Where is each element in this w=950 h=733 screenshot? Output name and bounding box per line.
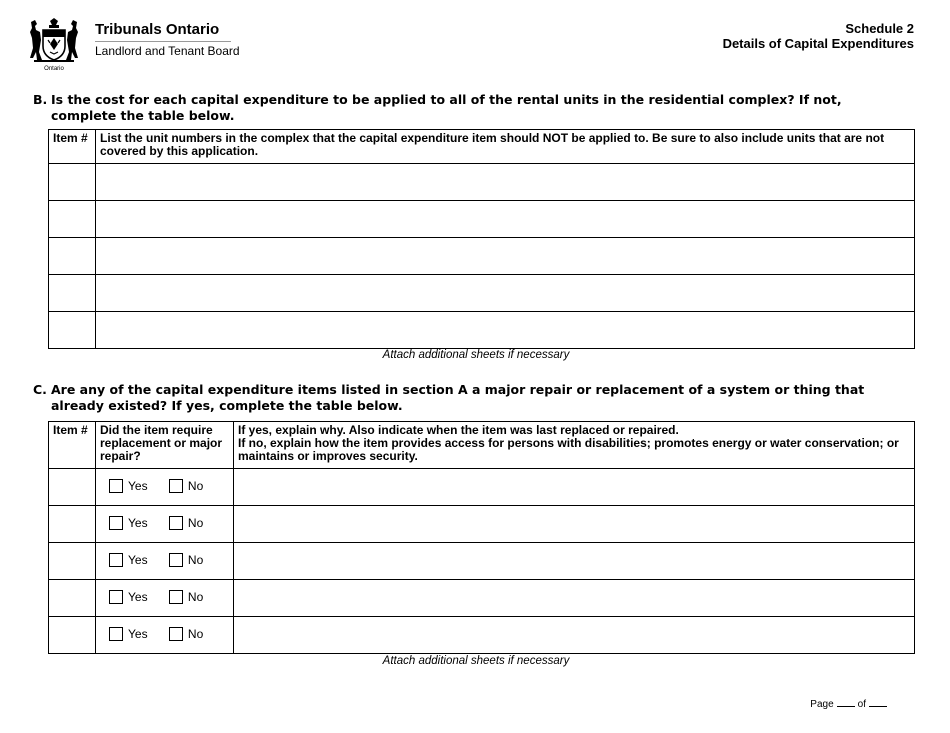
yes-checkbox[interactable] xyxy=(109,627,123,641)
yes-no-choice xyxy=(96,580,234,617)
schedule-number: Schedule 2 xyxy=(845,21,914,36)
page-number xyxy=(810,699,890,710)
section-b-item-cell[interactable] xyxy=(49,201,96,238)
section-c-explain-cell[interactable] xyxy=(234,617,915,654)
no-label: No xyxy=(187,478,204,493)
section-b-item-cell[interactable] xyxy=(49,238,96,275)
section-c-table xyxy=(48,421,915,654)
table-row xyxy=(49,164,915,201)
svg-text:Ontario: Ontario xyxy=(44,66,64,72)
yes-checkbox[interactable] xyxy=(109,590,123,604)
section-b-units-cell[interactable] xyxy=(96,312,915,349)
table-row xyxy=(49,469,915,506)
no-label: No xyxy=(187,589,204,604)
section-b-item-header: Item # xyxy=(49,130,96,164)
no-label: No xyxy=(187,552,204,567)
no-checkbox[interactable] xyxy=(169,479,183,493)
section-b-item-cell[interactable] xyxy=(49,164,96,201)
section-c-explain-yes: If yes, explain why. Also indicate when the item was last replaced or repaired. xyxy=(238,423,679,437)
section-c-item-header: Item # xyxy=(49,422,96,469)
section-c-explain-no: If no, explain how the item provides access for persons with disabilities; promotes energy or water conservation; or maintains or improves security. xyxy=(238,436,899,463)
no-label: No xyxy=(187,626,204,641)
table-row xyxy=(49,617,915,654)
org-name-divider xyxy=(95,41,231,42)
section-c-item-cell[interactable] xyxy=(49,506,96,543)
section-c-item-cell[interactable] xyxy=(49,580,96,617)
of-label: of xyxy=(857,699,866,710)
yes-label: Yes xyxy=(128,515,148,530)
section-c-question xyxy=(33,382,903,414)
yes-label: Yes xyxy=(128,552,148,567)
section-c-attach-note: Attach additional sheets if necessary xyxy=(382,655,570,667)
yes-checkbox[interactable] xyxy=(109,479,123,493)
table-row xyxy=(49,580,915,617)
schedule-title: Details of Capital Expenditures xyxy=(722,36,914,51)
section-c-item-cell[interactable] xyxy=(49,617,96,654)
schedule-heading xyxy=(723,21,914,51)
table-row xyxy=(49,201,915,238)
org-name: Tribunals Ontario xyxy=(95,21,220,38)
table-row xyxy=(49,543,915,580)
yes-label: Yes xyxy=(128,478,148,493)
section-b-units-header: List the unit numbers in the complex that the capital expenditure item should NOT be applied to. Be sure to also include units that are not covered by this application. xyxy=(96,130,915,164)
section-c-explain-cell[interactable] xyxy=(234,543,915,580)
yes-label: Yes xyxy=(128,589,148,604)
no-label: No xyxy=(187,515,204,530)
section-b-table xyxy=(48,129,915,349)
section-b-units-cell[interactable] xyxy=(96,164,915,201)
page-total-blank[interactable] xyxy=(869,706,887,707)
section-c-explain-header xyxy=(234,422,915,469)
section-b-units-cell[interactable] xyxy=(96,238,915,275)
yes-checkbox[interactable] xyxy=(109,516,123,530)
table-row xyxy=(49,238,915,275)
section-b-units-cell[interactable] xyxy=(96,201,915,238)
table-row xyxy=(49,275,915,312)
no-checkbox[interactable] xyxy=(169,516,183,530)
yes-no-choice xyxy=(96,469,234,506)
page-label: Page xyxy=(810,699,834,710)
yes-no-choice xyxy=(96,543,234,580)
section-c-explain-cell[interactable] xyxy=(234,506,915,543)
section-b-item-cell[interactable] xyxy=(49,312,96,349)
yes-no-choice xyxy=(96,617,234,654)
section-b-letter: B. xyxy=(33,92,48,107)
yes-checkbox[interactable] xyxy=(109,553,123,567)
section-b-question xyxy=(33,92,903,124)
yes-no-choice xyxy=(96,506,234,543)
section-c-explain-cell[interactable] xyxy=(234,469,915,506)
table-row xyxy=(49,506,915,543)
section-c-letter: C. xyxy=(33,382,47,397)
yes-label: Yes xyxy=(128,626,148,641)
section-c-question-text: Are any of the capital expenditure items listed in section A a major repair or replacement of a system or thing that already existed? If yes, complete the table below. xyxy=(51,382,865,413)
org-subtitle: Landlord and Tenant Board xyxy=(95,44,240,58)
section-c-required-header: Did the item require replacement or major repair? xyxy=(96,422,234,469)
no-checkbox[interactable] xyxy=(169,627,183,641)
section-b-question-text: Is the cost for each capital expenditure to be applied to all of the rental units in the residential complex? If not, complete the table below. xyxy=(51,92,842,123)
section-b-attach-note: Attach additional sheets if necessary xyxy=(382,349,570,361)
section-c-item-cell[interactable] xyxy=(49,469,96,506)
no-checkbox[interactable] xyxy=(169,590,183,604)
section-c-item-cell[interactable] xyxy=(49,543,96,580)
table-row xyxy=(49,312,915,349)
section-b-units-cell[interactable] xyxy=(96,275,915,312)
ontario-coat-of-arms-logo xyxy=(28,18,80,72)
section-c-explain-cell[interactable] xyxy=(234,580,915,617)
page-number-blank[interactable] xyxy=(837,706,855,707)
no-checkbox[interactable] xyxy=(169,553,183,567)
section-b-item-cell[interactable] xyxy=(49,275,96,312)
